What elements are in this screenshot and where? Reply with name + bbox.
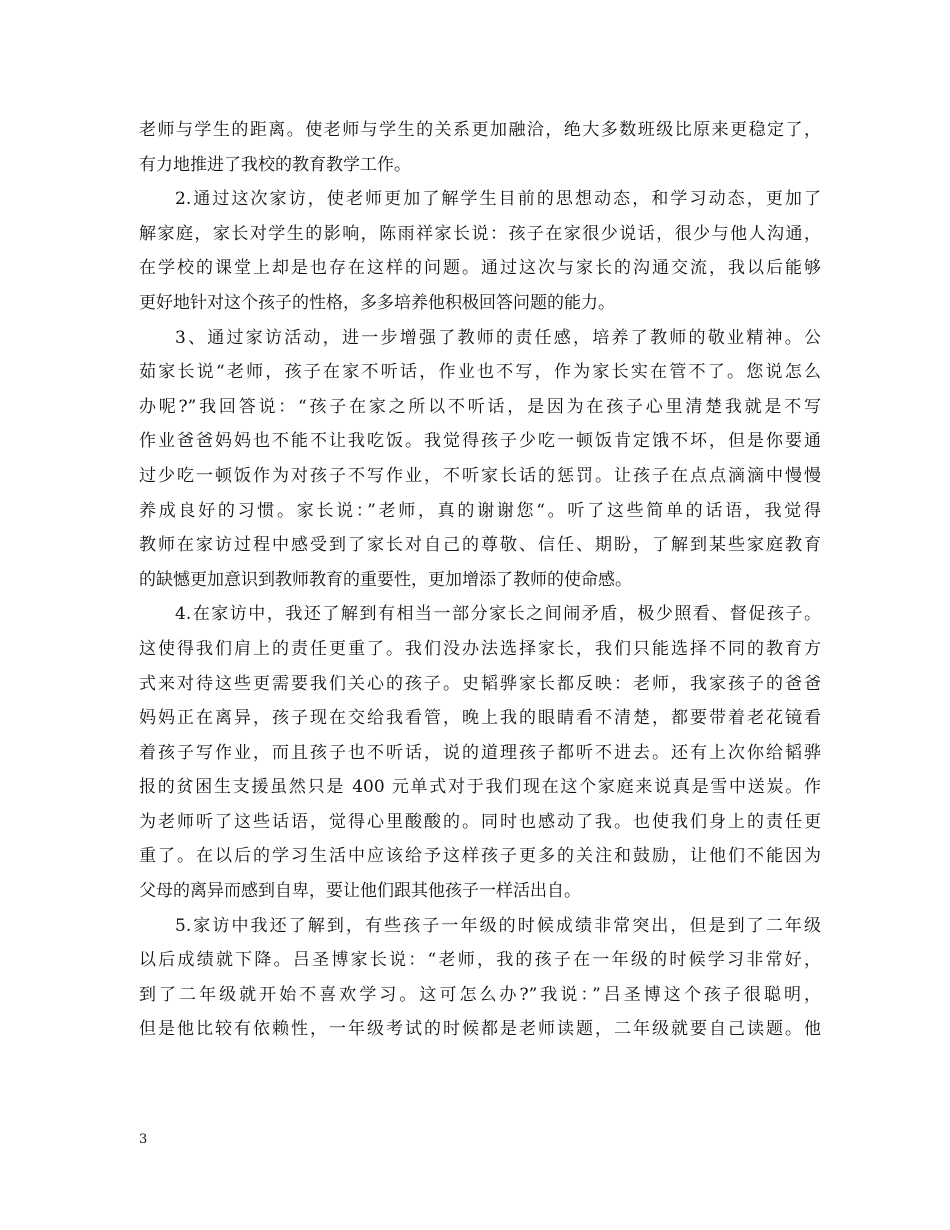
text-line: 养成良好的习惯。家长说：”老师，真的谢谢您“。听了这些简单的话语，我觉得 xyxy=(139,500,821,521)
text-line: 3、通过家访活动，进一步增强了教师的责任感，培养了教师的敬业精神。公 xyxy=(175,327,821,348)
text-line: 到了二年级就开始不喜欢学习。这可怎么办?”我说：”吕圣博这个孩子很聪明， xyxy=(139,984,821,1005)
text-line: 办呢?”我回答说：“孩子在家之所以不听话，是因为在孩子心里清楚我就是不写 xyxy=(139,396,821,417)
text-line: 妈妈正在离异，孩子现在交给我看管，晚上我的眼睛看不清楚，都要带着老花镜看 xyxy=(139,708,821,729)
text-line: 茹家长说“老师，孩子在家不听话，作业也不写，作为家长实在管不了。您说怎么 xyxy=(139,362,821,383)
text-line: 老师与学生的距离。使老师与学生的关系更加融洽，绝大多数班级比原来更稳定了， xyxy=(139,120,821,140)
text-line: 的缺憾更加意识到教师教育的重要性，更加增添了教师的使命感。 xyxy=(139,569,632,590)
text-line: 但是他比较有依赖性，一年级考试的时候都是老师读题，二年级就要自己读题。他 xyxy=(139,1019,821,1040)
text-line: 父母的离异而感到自卑，要让他们跟其他孩子一样活出自。 xyxy=(139,881,581,902)
text-line: 式来对待这些更需要我们关心的孩子。史韬骅家长都反映：老师，我家孩子的爸爸 xyxy=(139,673,821,694)
text-line: 5.家访中我还了解到，有些孩子一年级的时候成绩非常突出，但是到了二年级 xyxy=(175,915,821,936)
text-line: 作业爸爸妈妈也不能不让我吃饭。我觉得孩子少吃一顿饭肯定饿不坏，但是你要通 xyxy=(139,431,821,452)
body-text xyxy=(139,113,821,1047)
text-line: 4.在家访中，我还了解到有相当一部分家长之间闹矛盾，极少照看、督促孩子。 xyxy=(175,604,821,625)
text-line: 在学校的课堂上却是也存在这样的问题。通过这次与家长的沟通交流，我以后能够 xyxy=(139,258,821,279)
text-line: 有力地推进了我校的教育教学工作。 xyxy=(139,154,411,175)
text-line: 为老师听了这些话语，觉得心里酸酸的。同时也感动了我。也使我们身上的责任更 xyxy=(139,811,821,832)
text-line: 重了。在以后的学习生活中应该给予这样孩子更多的关注和鼓励，让他们不能因为 xyxy=(139,846,821,867)
text-line: 解家庭，家长对学生的影响，陈雨祥家长说：孩子在家很少说话，很少与他人沟通， xyxy=(139,223,821,244)
text-line: 2.通过这次家访，使老师更加了解学生目前的思想动态，和学习动态，更加了 xyxy=(175,189,821,210)
text-line: 报的贫困生支援虽然只是 400 元单式对于我们现在这个家庭来说真是雪中送炭。作 xyxy=(139,777,821,798)
text-line: 以后成绩就下降。吕圣博家长说：“老师，我的孩子在一年级的时候学习非常好， xyxy=(139,950,821,971)
text-line: 着孩子写作业，而且孩子也不听话，说的道理孩子都听不进去。还有上次你给韬骅 xyxy=(139,742,821,763)
text-line: 这使得我们肩上的责任更重了。我们没办法选择家长，我们只能选择不同的教育方 xyxy=(139,638,821,659)
page-number: 3 xyxy=(139,1132,148,1147)
text-line: 更好地针对这个孩子的性格，多多培养他积极回答问题的能力。 xyxy=(139,292,615,313)
text-line: 过少吃一顿饭作为对孩子不写作业，不听家长话的惩罚。让孩子在点点滴滴中慢慢 xyxy=(139,465,821,486)
text-line: 教师在家访过程中感受到了家长对自己的尊敬、信任、期盼，了解到某些家庭教育 xyxy=(139,535,821,556)
